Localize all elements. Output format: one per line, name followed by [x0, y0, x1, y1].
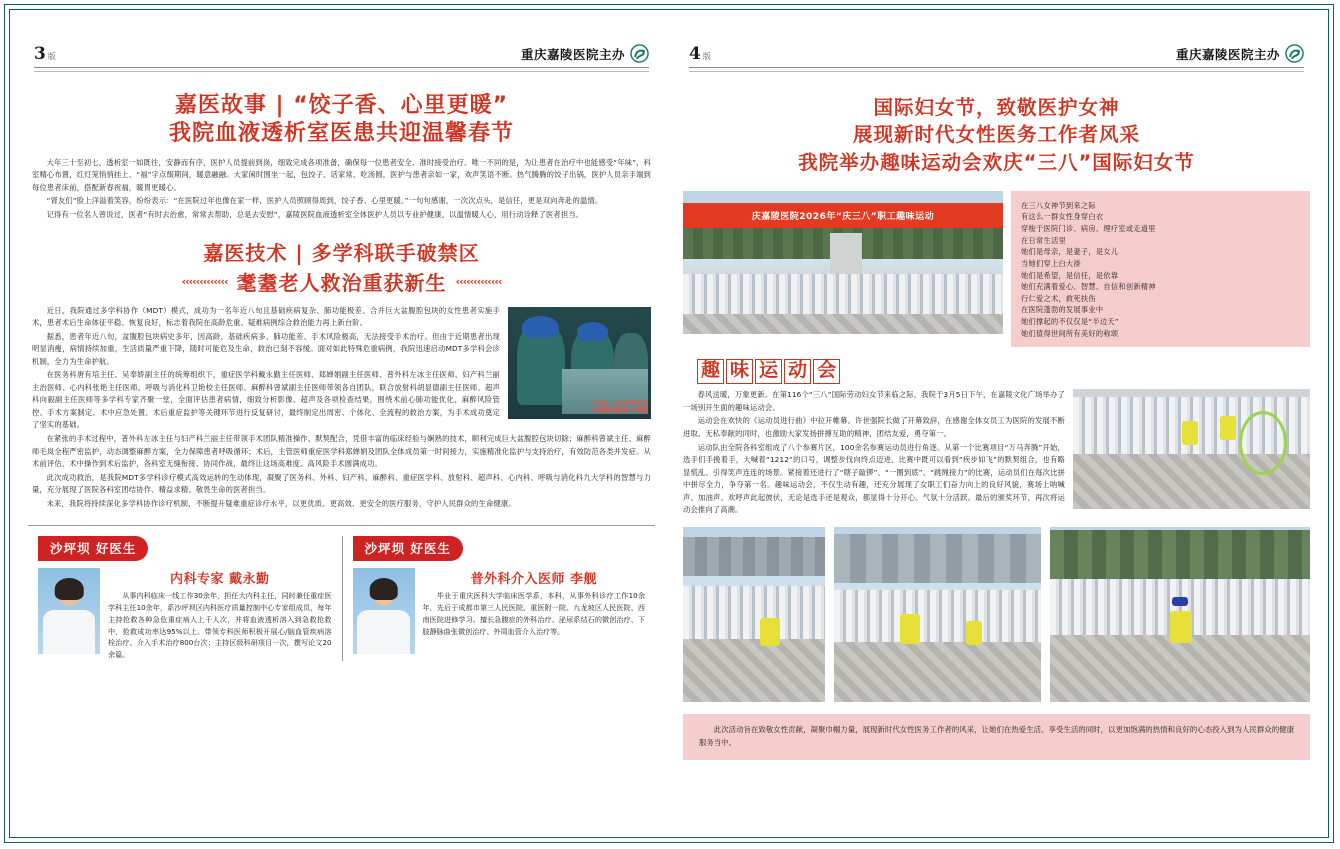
poem-line: 穿梭于医院门诊、病房、理疗室或走道里 [1021, 223, 1156, 233]
article2-paragraph: 此次成功救治，是我院MDT多学科诊疗模式高效运转的生动体现，凝聚了医务科、外科、妇产科、麻醉科、重症医学科、放射科、超声科、心内科、呼吸与消化科九大学科的智慧与力量，充分展现了医院各科室团结协作、精益求精、敬畏生命的医者担当。 [32, 472, 651, 495]
doctor-card [28, 536, 342, 661]
page-number-left [34, 46, 56, 63]
poem-line: 有这么一群女性身穿白衣 [1021, 212, 1104, 222]
article2-headline-line2: 耄耋老人救治重获新生 [236, 270, 447, 295]
doctor-tag-badge: 沙坪坝 好医生 [353, 536, 463, 561]
page-number-right [689, 46, 711, 63]
arrows-left-decor: ‹‹‹‹‹‹‹‹‹‹‹‹‹ [181, 274, 228, 288]
hospital-logo-icon [1285, 44, 1304, 63]
sports-body [683, 389, 1065, 517]
section-title-char: 趣 [697, 359, 724, 384]
caption-line1: 外2科、妇产科联合成 [593, 400, 648, 407]
article1-headline-line2: 我院血液透析室医患共迎温馨春节 [168, 120, 514, 146]
page-unit-label: 版 [47, 52, 56, 61]
masthead-left [28, 14, 655, 65]
doctor-portrait [353, 568, 415, 654]
surgery-photo-caption [592, 401, 648, 416]
section-title-char: 味 [726, 359, 753, 384]
publisher-name: 重庆嘉陵医院主办 [520, 46, 625, 62]
article1-headline [28, 92, 655, 148]
poem-line: 当她们穿上白大褂 [1021, 258, 1081, 268]
poem-line: 在日常生活里 [1021, 235, 1066, 245]
banner-and-poem-row [683, 191, 1310, 348]
page-left [14, 14, 669, 833]
doctor-bio: 从事内科临床一线工作30余年，担任大内科主任，同时兼任重症医学科主任10余年，系沙坪坝区内科医疗质量控制中心专家组成员，每年主持抢救各种急危重症病人上千人次，并将血液透析溶入到急救抢救中，抢救成功率达95%以上。带领专科医师积极开展心/脑血管疾病溶栓治疗、介入手术治疗800台次；主持区级科研项目一次，撰写论文20余篇。 [108, 591, 332, 660]
sports-text-photo-row [683, 389, 1310, 517]
poem-line: 在医院蓬勃的发展事业中 [1021, 305, 1104, 315]
article1-headline-line1: 嘉医故事 | “饺子香、心里更暖” [174, 92, 509, 118]
poem-line: 她们充满着爱心、智慧、自信和创新精神 [1021, 282, 1156, 292]
right-headline-line3: 我院举办趣味运动会欢庆“三八”国际妇女节 [798, 150, 1195, 174]
arrows-right-decor: ‹‹‹‹‹‹‹‹‹‹‹‹‹ [455, 274, 502, 288]
article1-paragraph: 大年三十至初七，透析室一如既往，安静而有序，医护人员提前到岗，细致完成各项准备，确保每一位患者安全、准时接受治疗。唯一不同的是，为让患者在治疗中也能感受“年味”，科室精心布置，红灯笼悄悄挂上、“福”字点缀期间，暖意融融。大家闲时围坐一起，包饺子、话家常、吃汤圆，医护与患者亲如一家，欢声笑语不断。热气腾腾的饺子出锅，医护人员亲手端到每位患者床前，搭配新春祝福，暖胃更暖心。 [32, 157, 651, 192]
article2-subheadline-row [28, 267, 655, 296]
right-headline-line1: 国际妇女节，致敬医护女神 [873, 95, 1120, 119]
sports-paragraph: 运动队由全院各科室组成了八个参赛片区，100余名参赛运动员进行角逐。从第一个比赛项目“万马奔腾”开始，选手们手挽着手，大喊着“1212”的口号，调整步伐向终点迈进，比赛中既可以看到“疾步如飞”的默契组合，也有略显慌乱、引得笑声连连的场景。紧接着还进行了“瞎子敲锣”、“一圈到底”、“跳绳接力”的比赛，运动员们在每次比拼中拼尽全力，争夺第一名。趣味运动会，不仅生动有趣，还充分展现了女职工们奋力向上的良好风貌，赛场上呐喊声、加油声、欢呼声此起彼伏，无论是选手还是观众，都显得十分开心。气氛十分活跃。最后的颁奖环节，再次将运动会推向了高潮。 [683, 442, 1065, 515]
sports-paragraph: 春风送暖，万象更新。在第116个“三八”国际劳动妇女节来临之际，我院于3月5日下午，在嘉陵文化广场举办了一场别开生面的趣味运动会。 [683, 390, 1065, 412]
doctor-cards [28, 525, 655, 661]
article1-paragraph: 记得有一位名人曾说过，医者“有时去治愈，常常去帮助，总是去安慰”，嘉陵医院血液透析室全体医护人员以专业护健康，以温情暖人心，用行动诠释了医者担当。 [46, 210, 584, 219]
poem-box [1011, 191, 1310, 348]
hospital-logo-icon [630, 44, 649, 63]
group-photo [683, 191, 1003, 334]
sports-photo-1 [683, 527, 825, 702]
closing-text: 此次活动旨在致敬女性贡献，凝聚巾帼力量，展现新时代女性医务工作者的风采，让她们在热爱生活、享受生活的同时，以更加饱满的热情和良好的心态投入到为人民群众的健康服务当中。 [699, 724, 1294, 748]
article2-headline [28, 240, 655, 266]
right-headline-line2: 展现新时代女性医务工作者风采 [852, 123, 1140, 147]
sports-photo-2 [834, 527, 1041, 702]
article2-body [28, 305, 655, 512]
publisher-block-left [521, 44, 649, 63]
article2-paragraph: 在医务科唐有培主任、吴奉娇副主任的统筹组织下，重症医学科戴永勤主任医师、郑婵娟副主任医师、普外科左冰主任医师、妇产科兰丽主治医师、心内科张艳主任医师、呼吸与消化科卫艳校主任医师、麻醉科曾斌副主任医师带领各自团队，联合放射科胡显德副主任医师、超声科向毅副主任医师等多学科专家齐聚一堂，全面评估患者病情，细致分析影像、超声及各项检查结果，围绕术前心肺功能优化、麻醉风险管控、手术方案制定、术中应急处置、术后重症监护等关键环节进行反复研讨，最终制定出周密、个体化、全流程的救治方案，为手术成功奠定了坚实的基础。 [32, 370, 500, 430]
article1-paragraph: “肾友们”脸上洋溢着笑容，纷纷表示：“在医院过年也像在家一样，医护人员照顾得周到，饺子香、心里更暖。”一句句感谢，一次次点头，是信任，更是双向奔赴的温情。 [46, 196, 603, 206]
doctor-card [342, 536, 656, 661]
surgery-photo [508, 307, 651, 419]
doctor-name: 普外科介入医师 李舰 [470, 572, 598, 588]
masthead-rule-right [689, 67, 1304, 72]
spread-container [14, 14, 1324, 833]
article2-headline-line1: 嘉医技术 | 多学科联手破禁区 [203, 240, 480, 265]
sports-photo-grid [683, 527, 1310, 702]
article2-paragraph: 未来，我院将持续深化多学科协作诊疗机制，不断提升疑难重症诊疗水平，以更优质、更高效、更安全的医疗服务，守护人民群众的生命健康。 [46, 498, 516, 508]
article2-paragraph: 据悉，患者年近八旬，盆腹腔包块病史多年，因高龄、基础疾病多、肺功能差、手术风险极高，无法接受手术治疗。但由于近期患者出现明显消瘦，病情持续加重，生活质量严重下降，随时可能危及生命，救治已刻不容缓。面对如此特殊危重病例，我院迅速启动MDT多学科会诊机制，全力为生命护航。 [32, 331, 500, 366]
section-title-char: 运 [755, 359, 782, 384]
sports-paragraph: 运动会在欢快的《运动员进行曲》中拉开帷幕。许世强院长做了开幕致辞，在感谢全体女员工为医院的发展不断进取、无私奉献的同时，也激励大家发扬拼搏互助的精神，团结友爱，勇夺第一。 [683, 416, 1065, 439]
article2-paragraph: 在紧张的手术过程中，普外科左冰主任与妇产科兰丽主任带领手术团队精准操作、默契配合，凭借丰富的临床经验与娴熟的技术，顺利完成巨大盆腹腔包块切除；麻醉科曾斌主任、麻醉师毛岚全程严密监护，动态调整麻醉方案，全力保障患者呼吸循环；术后，主管医师重症医学科郑婵娟及团队全体成员第一时间接力，实施精准化监护与支持治疗，有效防范各类并发症。从术前评估、术中操作到术后监护，各科室无缝衔接、协同作战，最终让这场高难度、高风险手术圆满成功。 [32, 434, 651, 469]
page-right [669, 14, 1324, 833]
sports-photo-jumprope [1073, 389, 1310, 509]
closing-banner [683, 714, 1310, 760]
masthead-right [683, 14, 1310, 65]
section-title-char: 动 [784, 359, 811, 384]
sports-photo-3 [1050, 527, 1310, 702]
banner-photo-text: 庆嘉陵医院2026年“庆三八”职工趣味运动 [751, 212, 935, 223]
poem-line: 她们是希望，是信任，是依靠 [1021, 270, 1119, 280]
masthead-rule-left [34, 67, 649, 72]
article2-paragraph: 近日，我院通过多学科协作（MDT）模式，成功为一名年近八旬且基础疾病复杂、肺功能极差、合并巨大盆腹腔包块的女性患者实施手术，患者术后生命体征平稳、恢复良好，标志着我院在高龄危重、疑难病例综合救治能力再上新台阶。 [32, 305, 500, 328]
page-number-value: 3 [34, 44, 46, 64]
doctor-portrait [38, 568, 100, 654]
caption-line2: 功切除盆腹腔巨大肿瘤 [592, 408, 648, 415]
section-title-char: 会 [813, 359, 840, 384]
section-title [697, 359, 842, 384]
poem-line: 行仁爱之术，救死扶伤 [1021, 293, 1096, 303]
poem-line: 她们是母亲，是妻子，是女儿 [1021, 247, 1119, 257]
article1-body [28, 157, 655, 222]
publisher-name: 重庆嘉陵医院主办 [1175, 46, 1280, 62]
poem-line: 她们值得世间所有美好的称颂 [1021, 328, 1119, 338]
right-headline [683, 94, 1310, 177]
doctor-tag-badge: 沙坪坝 好医生 [38, 536, 148, 561]
page-number-value: 4 [689, 44, 701, 64]
poem-line: 在三八女神节到来之际 [1021, 200, 1096, 210]
poem-line: 她们撑起的不仅仅是“半边天” [1021, 317, 1119, 327]
publisher-block-right [1176, 44, 1304, 63]
doctor-name: 内科专家 戴永勤 [169, 572, 270, 588]
doctor-bio: 毕业于重庆医科大学临床医学系，本科，从事外科诊疗工作10余年，先后于成都市第三人民医院、重医附一院、九龙坡区人民医院、西南医院进修学习。擅长急腹症的外科治疗、泌尿系结石的微创治疗、下肢静脉曲张微创治疗、外周血管介入治疗等。 [422, 591, 645, 636]
page-unit-label: 版 [702, 52, 711, 61]
